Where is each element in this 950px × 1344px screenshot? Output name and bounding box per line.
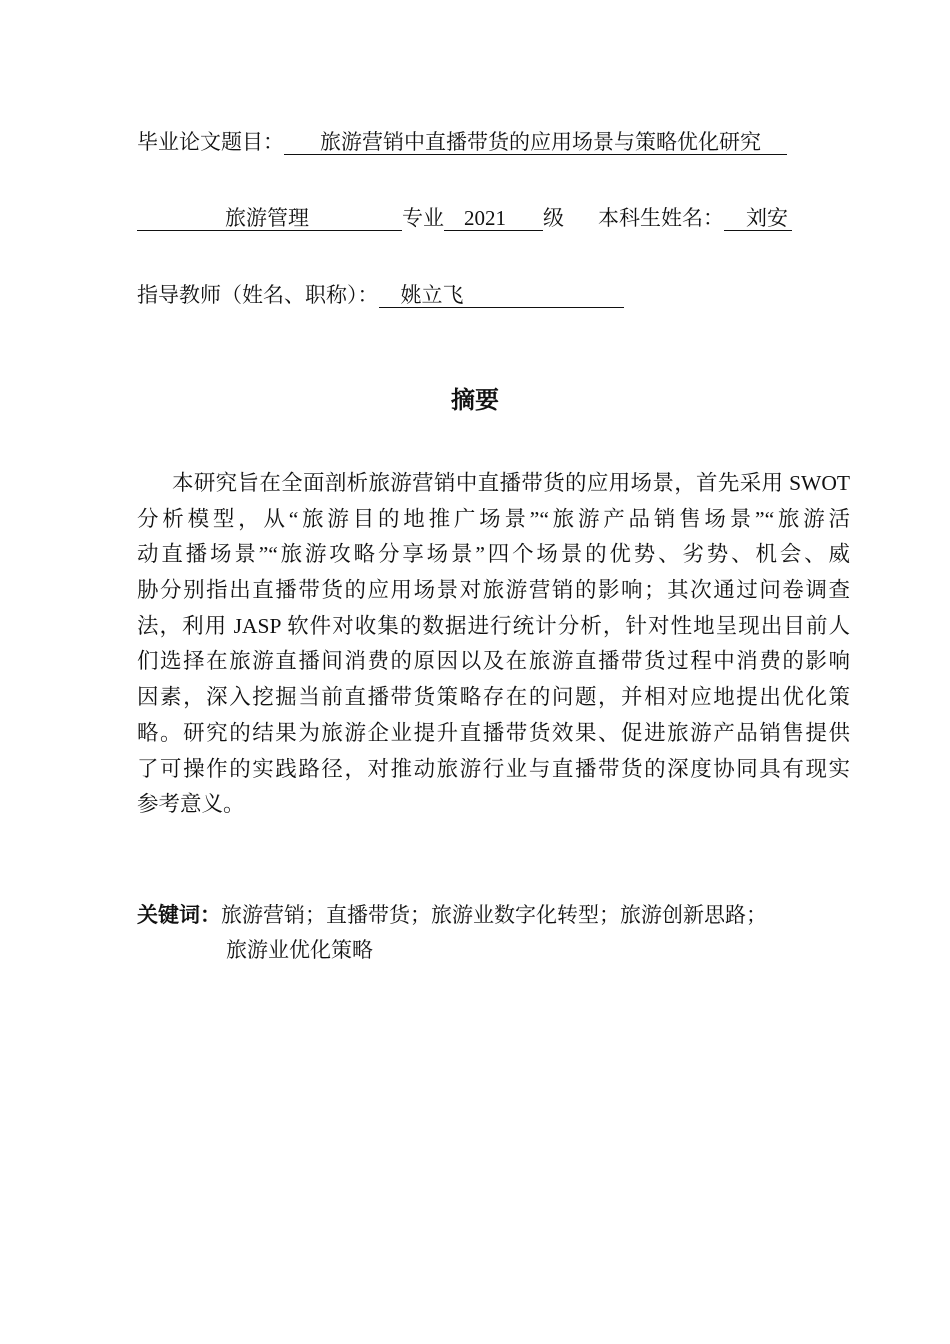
keywords <box>137 898 767 967</box>
student-value <box>724 206 792 231</box>
major-value <box>137 206 402 231</box>
abstract-line: 因素，深入挖掘当前直播带货策略存在的问题，并相对应地提出优化策 <box>137 685 850 710</box>
thesis-title-text: 旅游营销中直播带货的应用场景与策略优化研究 <box>320 130 761 154</box>
thesis-title-label: 毕业论文题目： <box>137 130 284 154</box>
major-label: 专业 <box>402 206 444 230</box>
abstract-line: 略。研究的结果为旅游企业提升直播带货效果、促进旅游产品销售提供 <box>137 720 850 745</box>
grade-label: 级 <box>543 206 564 230</box>
abstract-line: 胁分别指出直播带货的应用场景对旅游营销的影响；其次通过问卷调查 <box>137 578 850 603</box>
thesis-title-value <box>284 130 787 155</box>
abstract-line: 动直播场景”“旅游攻略分享场景”四个场景的优势、劣势、机会、威 <box>137 542 850 567</box>
advisor-row <box>137 281 624 309</box>
keywords-label: 关键词： <box>137 904 221 927</box>
grade-text: 2021 <box>464 206 506 230</box>
abstract-line: 们选择在旅游直播间消费的原因以及在旅游直播带货过程中消费的影响 <box>137 649 850 674</box>
advisor-label: 指导教师（姓名、职称）： <box>137 283 379 307</box>
major-row <box>137 204 792 232</box>
keywords-line-2: 旅游业优化策略 <box>226 938 373 962</box>
abstract-line: 法，利用 JASP 软件对收集的数据进行统计分析，针对性地呈现出目前人 <box>137 613 850 638</box>
abstract-line: 分析模型，从“旅游目的地推广场景”“旅游产品销售场景”“旅游活 <box>137 506 850 531</box>
advisor-text: 姚立飞 <box>400 283 464 307</box>
abstract-line: 参考意义。 <box>137 792 245 817</box>
abstract-line: 了可操作的实践路径，对推动旅游行业与直播带货的深度协同具有现实 <box>137 756 850 781</box>
grade-value <box>444 206 543 231</box>
abstract-heading: 摘要 <box>451 387 499 414</box>
major-text: 旅游管理 <box>225 206 309 230</box>
student-label: 本科生姓名： <box>598 206 724 230</box>
abstract-body <box>137 466 850 823</box>
advisor-value <box>379 283 624 308</box>
student-text: 刘安 <box>746 206 788 230</box>
abstract-line: 本研究旨在全面剖析旅游营销中直播带货的应用场景，首先采用 SWOT <box>172 471 850 495</box>
keywords-line-1: 旅游营销；直播带货；旅游业数字化转型；旅游创新思路； <box>221 903 767 927</box>
thesis-title-row <box>137 128 787 156</box>
